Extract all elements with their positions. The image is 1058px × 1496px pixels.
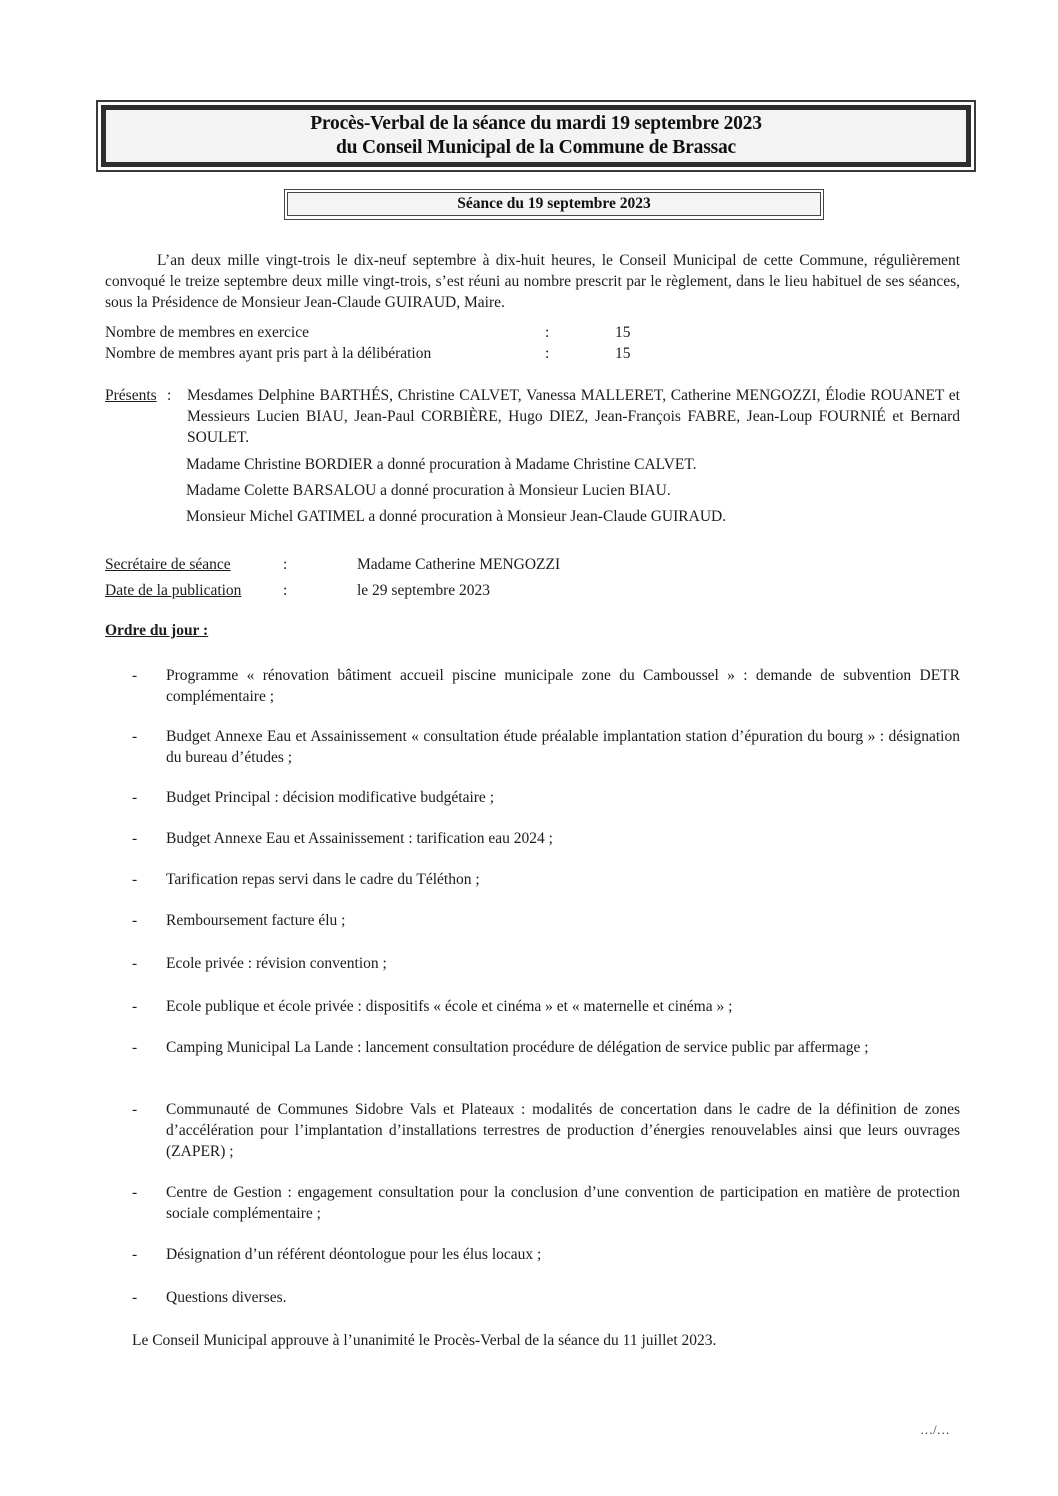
- continuation-mark: …/…: [920, 1422, 950, 1437]
- session-title: Séance du 19 septembre 2023: [457, 195, 651, 212]
- intro-paragraph: L’an deux mille vingt-trois le dix-neuf septembre à dix-huit heures, le Conseil Municipal de cette Commune, régulièrement convoqué le treize septembre deux mille vingt-trois, s’est réuni au nombre prescrit par le règlement, dans le lieu habituel de ses séances, sous la Présidence de Monsieur Jean-Claude GUIRAUD, Maire.: [105, 252, 960, 311]
- bullet-dash: -: [132, 789, 138, 806]
- bullet-dash: -: [132, 1101, 138, 1118]
- agenda-item-text: Communauté de Communes Sidobre Vals et Plateaux : modalités de concertation dans le cadre de la définition de zones d’accélération pour l’implantation d’installations terrestres de production d’énergies renouvelables ainsi que leurs ouvrages (ZAPER) ;: [166, 1101, 960, 1160]
- publication-label: Date de la publication: [105, 582, 242, 599]
- agenda-item-text: Budget Annexe Eau et Assainissement : tarification eau 2024 ;: [166, 830, 553, 847]
- count-label: Nombre de membres ayant pris part à la délibération: [105, 345, 432, 362]
- agenda-heading-colon: :: [199, 622, 209, 639]
- agenda-item-text: Désignation d’un référent déontologue pour les élus locaux ;: [166, 1246, 542, 1263]
- agenda-item-text: Centre de Gestion : engagement consultation pour la conclusion d’une convention de participation en matière de protection sociale complémentaire ;: [166, 1184, 960, 1222]
- secretary-label: Secrétaire de séance: [105, 556, 231, 573]
- session-box: [284, 189, 824, 220]
- bullet-dash: -: [132, 1289, 138, 1306]
- publication-value: le 29 septembre 2023: [357, 582, 491, 599]
- agenda-heading: [105, 622, 208, 640]
- agenda-item-text: Programme « rénovation bâtiment accueil piscine municipale zone du Camboussel » : demande de subvention DETR complémentaire ;: [166, 667, 960, 705]
- proxy-line: Monsieur Michel GATIMEL a donné procuration à Monsieur Jean-Claude GUIRAUD.: [186, 508, 727, 525]
- agenda-item-text: Ecole publique et école privée : dispositifs « école et cinéma » et « maternelle et cinéma » ;: [166, 998, 733, 1015]
- presents-list: Mesdames Delphine BARTHÉS, Christine CALVET, Vanessa MALLERET, Catherine MENGOZZI, Élodie ROUANET et Messieurs Lucien BIAU, Jean-Paul CORBIÈRE, Hugo DIEZ, Jean-François FABRE, Jean-Loup FOURNIÉ et Bernard SOULET.: [187, 387, 960, 446]
- approval-statement: Le Conseil Municipal approuve à l’unanimité le Procès-Verbal de la séance du 11 juillet 2023.: [132, 1332, 717, 1349]
- agenda-heading-text: Ordre du jour: [105, 622, 200, 639]
- bullet-dash: -: [132, 1184, 138, 1201]
- bullet-dash: -: [132, 955, 138, 972]
- agenda-item-text: Budget Annexe Eau et Assainissement « consultation étude préalable implantation station d’épuration du bourg » : désignation du bureau d’études ;: [166, 728, 960, 766]
- page-title-line-1: Procès-Verbal de la séance du mardi 19 septembre 2023: [310, 113, 762, 134]
- count-label: Nombre de membres en exercice: [105, 324, 309, 341]
- bullet-dash: -: [132, 728, 138, 745]
- bullet-dash: -: [132, 998, 138, 1015]
- bullet-dash: -: [132, 1039, 138, 1056]
- count-value: 15: [615, 324, 631, 341]
- count-colon: :: [545, 345, 550, 362]
- secretary-value: Madame Catherine MENGOZZI: [357, 556, 561, 573]
- presents-colon: :: [167, 387, 172, 404]
- count-value: 15: [615, 345, 631, 362]
- bullet-dash: -: [132, 912, 138, 929]
- agenda-item-text: Budget Principal : décision modificative budgétaire ;: [166, 789, 494, 806]
- bullet-dash: -: [132, 1246, 138, 1263]
- presents-label: Présents: [105, 387, 157, 404]
- proxy-line: Madame Colette BARSALOU a donné procuration à Monsieur Lucien BIAU.: [186, 482, 671, 499]
- bullet-dash: -: [132, 667, 138, 684]
- proxy-line: Madame Christine BORDIER a donné procuration à Madame Christine CALVET.: [186, 456, 697, 473]
- session-inner: [287, 192, 821, 216]
- page-title-line-2: du Conseil Municipal de la Commune de Brassac: [336, 137, 736, 158]
- title-box: [96, 100, 976, 172]
- agenda-item-text: Camping Municipal La Lande : lancement consultation procédure de délégation de service public par affermage ;: [166, 1039, 869, 1056]
- bullet-dash: -: [132, 871, 138, 888]
- agenda-item-text: Ecole privée : révision convention ;: [166, 955, 387, 972]
- bullet-dash: -: [132, 830, 138, 847]
- agenda-item-text: Tarification repas servi dans le cadre du Téléthon ;: [166, 871, 480, 888]
- secretary-colon: :: [283, 556, 288, 573]
- title-inner: [101, 105, 971, 167]
- agenda-item-text: Remboursement facture élu ;: [166, 912, 346, 929]
- count-colon: :: [545, 324, 550, 341]
- publication-colon: :: [283, 582, 288, 599]
- agenda-item-text: Questions diverses.: [166, 1289, 287, 1306]
